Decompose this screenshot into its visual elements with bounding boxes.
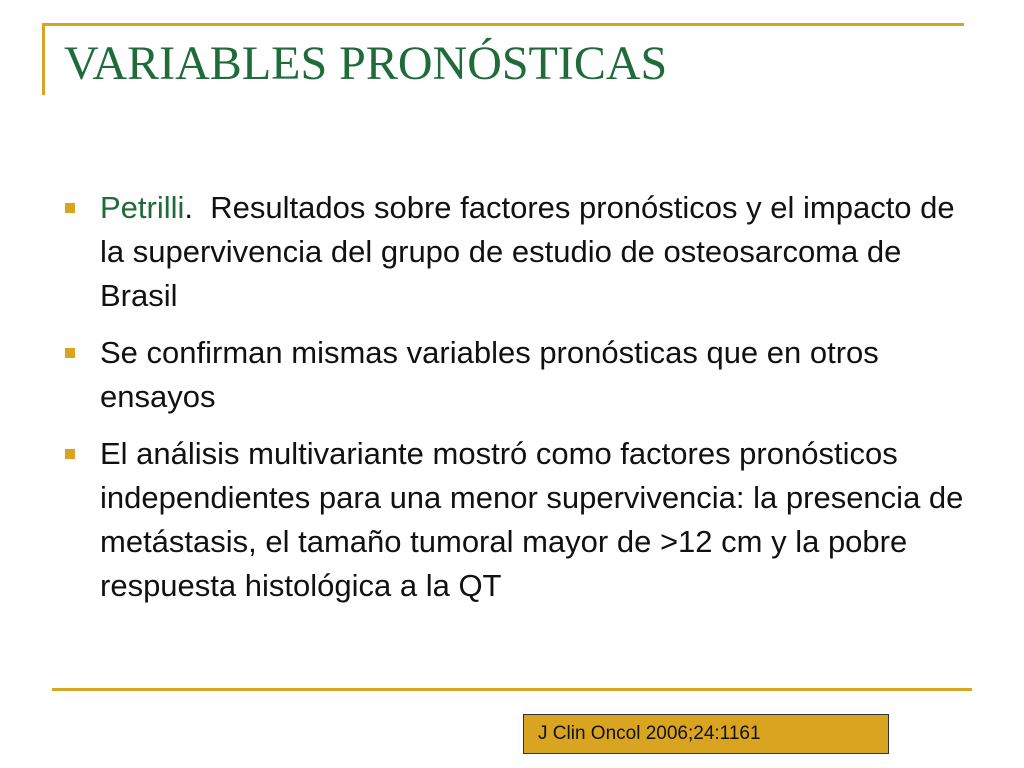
bullet-item-petrilli <box>100 186 970 318</box>
citation-box: J Clin Oncol 2006;24:1161 <box>523 714 889 754</box>
title-frame-left-rule <box>42 23 45 95</box>
square-bullet-icon <box>65 449 75 459</box>
bullet-text: El análisis multivariante mostró como factores pronósticos independientes para una menor supervivencia: la presencia de metástasis, el tamaño tumoral mayor de >12 cm y la pobre respuesta histológica a la QT <box>100 436 964 603</box>
square-bullet-icon <box>65 348 75 358</box>
square-bullet-icon <box>65 203 75 213</box>
bullet-item-multivariate <box>100 432 970 608</box>
title-frame-top-rule <box>42 23 964 26</box>
slide-title: VARIABLES PRONÓSTICAS <box>64 37 668 90</box>
author-name: Petrilli <box>100 190 185 225</box>
bullet-list <box>100 186 970 621</box>
author-separator: . <box>184 190 194 225</box>
bullet-item-confirmation <box>100 331 970 419</box>
footer-rule <box>52 688 972 691</box>
bullet-text: Resultados sobre factores pronósticos y el impacto de la supervivencia del grupo de estudio de osteosarcoma de Brasil <box>100 190 964 313</box>
bullet-text: Se confirman mismas variables pronósticas que en otros ensayos <box>100 335 879 414</box>
